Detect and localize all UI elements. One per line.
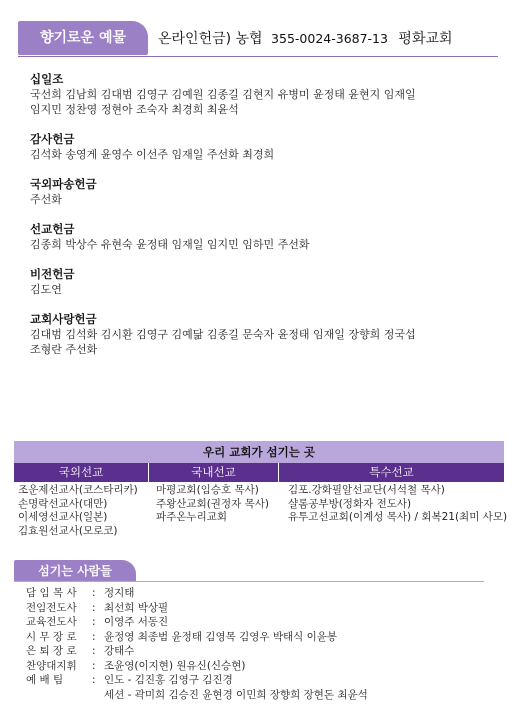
offerings-list (30, 72, 500, 372)
list-item: 김효원선교사(모로코) (18, 524, 118, 537)
online-offering-info (158, 28, 453, 48)
account-number: 355-0024-3687-13 (271, 31, 388, 46)
staff-names: 이영주 서동진 (104, 616, 169, 628)
offering-group-mission (30, 222, 500, 252)
staff-role: 교육전도사 (26, 616, 77, 628)
staff-colon: : (92, 616, 96, 628)
list-item: 샬롬공부방(정화자 전도사) (288, 497, 412, 510)
column-header-domestic: 국내선교 (149, 463, 279, 482)
list-item: 손명락선교사(대만) (18, 497, 108, 510)
offering-group-vision (30, 267, 500, 297)
offering-names: 조형란 주선화 (30, 343, 98, 356)
staff-row (26, 659, 506, 674)
church-name: 평화교회 (398, 31, 453, 47)
header-divider (18, 56, 498, 57)
staff-row (26, 644, 506, 659)
offering-names: 김종희 박상수 유현숙 윤정태 임재일 임지민 임하민 주선화 (30, 238, 310, 251)
servants-list (26, 586, 506, 702)
list-item: 파주온누리교회 (156, 511, 228, 523)
staff-role: 전임전도사 (26, 601, 77, 614)
staff-colon: : (92, 601, 96, 614)
list-item: 유투고선교회(이계성 목사) / 회복21(최미 사모) (288, 511, 508, 523)
staff-role (26, 688, 92, 703)
list-item: 김포.강화필알선교단(서석철 목사) (288, 484, 445, 496)
offering-title: 십일조 (30, 72, 64, 86)
churches-title: 우리 교회가 섬기는 곳 (14, 441, 504, 463)
offering-group-overseas (30, 177, 500, 207)
offering-names: 김석화 송영게 윤영수 이선주 임재일 주선화 최경희 (30, 148, 275, 161)
offering-names: 임지민 정찬영 정현아 조숙자 최경희 최윤석 (30, 103, 239, 116)
overseas-mission-list (14, 484, 152, 538)
offering-group-thanks (30, 132, 500, 162)
offering-title: 국외파송헌금 (30, 177, 97, 191)
offering-names: 김대범 김석화 김시환 김영구 김예닮 김종길 문숙자 윤정태 임재일 장향희 정국섭 (30, 328, 416, 341)
list-item: 마평교회(임승호 목사) (156, 484, 259, 496)
supported-churches (14, 441, 508, 538)
staff-row (26, 586, 506, 601)
churches-body (14, 482, 508, 538)
staff-colon: : (92, 659, 96, 672)
staff-role: 시 무 장 로 (26, 630, 77, 643)
staff-colon: : (92, 645, 96, 657)
staff-names: 인도 - 김진홍 김영구 김진경 (104, 674, 233, 686)
offering-names: 국선희 김남희 김대범 김영구 김예원 김종길 김현지 유병미 윤정태 윤현지 임재일 (30, 88, 416, 101)
staff-names: 윤정영 최종범 윤정태 김영목 김영우 박태식 이윤봉 (104, 630, 338, 643)
staff-role: 찬양대지휘 (26, 659, 77, 672)
staff-role: 예 배 팀 (26, 674, 64, 686)
staff-colon: : (92, 630, 96, 643)
staff-colon: : (92, 674, 96, 686)
domestic-mission-list (152, 484, 285, 538)
staff-row (26, 615, 506, 630)
staff-colon (92, 688, 104, 703)
column-header-overseas: 국외선교 (14, 463, 149, 482)
staff-names: 최선희 박상필 (104, 601, 169, 614)
bank-label: 온라인헌금) 농협 (158, 31, 263, 47)
servants-divider (14, 581, 484, 582)
special-mission-list (285, 484, 508, 538)
offering-title: 교회사랑헌금 (30, 312, 97, 326)
staff-row (26, 688, 506, 703)
servants-tag: 섬기는 사람들 (14, 560, 136, 582)
staff-names: 세션 - 곽미희 김승진 윤현경 이민희 장향희 장현돈 최윤석 (104, 688, 368, 701)
staff-role: 은 퇴 장 로 (26, 645, 77, 657)
staff-colon: : (92, 587, 96, 599)
column-header-special: 특수선교 (369, 465, 414, 479)
list-item: 이세영선교사(일본) (18, 511, 108, 523)
list-item: 조운제선교사(코스타리카) (18, 484, 138, 496)
offering-group-tithe (30, 72, 500, 117)
header (18, 20, 498, 56)
offering-tag: 향기로운 예물 (18, 21, 148, 55)
staff-row (26, 673, 506, 688)
staff-role: 담 임 목 사 (26, 587, 77, 599)
offering-group-church-love (30, 312, 500, 357)
offering-title: 선교헌금 (30, 222, 75, 236)
list-item: 주왕산교회(권정자 목사) (156, 497, 269, 510)
offering-title: 비전헌금 (30, 267, 75, 281)
offering-title: 감사헌금 (30, 132, 75, 146)
staff-names: 조윤영(이지현) 원유신(신승현) (104, 659, 246, 672)
offering-names: 김도연 (30, 283, 62, 296)
staff-names: 강태수 (104, 645, 135, 657)
churches-header-row (14, 463, 504, 482)
staff-row (26, 601, 506, 616)
staff-row (26, 630, 506, 645)
staff-names: 정지태 (104, 587, 135, 599)
offering-names: 주선화 (30, 193, 62, 206)
